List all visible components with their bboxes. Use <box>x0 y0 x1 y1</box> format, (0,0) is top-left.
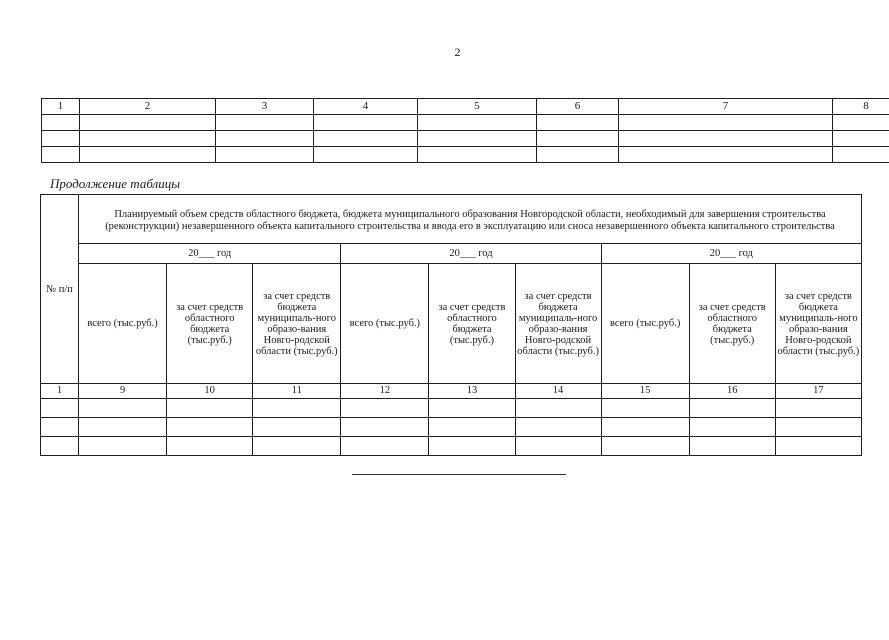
col-number: 11 <box>253 384 341 399</box>
top-col-number: 4 <box>314 99 418 115</box>
year-header-row <box>41 244 862 264</box>
col-number: 16 <box>689 384 775 399</box>
top-col-number: 6 <box>537 99 619 115</box>
main-header-row <box>41 195 862 244</box>
top-col-number: 2 <box>80 99 216 115</box>
top-table-continued <box>41 98 889 163</box>
sub-header-regional: за счет средств областного бюджета (тыс.руб.) <box>689 264 775 384</box>
year-header: 20___ год <box>79 244 341 264</box>
table-row <box>42 131 889 147</box>
year-header: 20___ год <box>341 244 601 264</box>
table-row <box>42 115 889 131</box>
footer-divider <box>352 474 566 475</box>
main-table <box>40 194 862 456</box>
top-col-number: 8 <box>833 99 889 115</box>
col-number: 10 <box>167 384 253 399</box>
table-row <box>41 437 862 456</box>
top-col-number: 1 <box>42 99 80 115</box>
sub-header-municipal: за счет средств бюджета муниципаль-ного образо-вания Новго-родской области (тыс.руб.) <box>775 264 861 384</box>
top-col-number: 3 <box>216 99 314 115</box>
sub-header-regional: за счет средств областного бюджета (тыс.руб.) <box>429 264 515 384</box>
main-header: Планируемый объем средств областного бюджета, бюджета муниципального образования Новгородской области, необходимый для завершения строительства (реконструкции) незавершенного объекта капитального строительства и ввода его в эксплуатацию или сноса незавершенного объекта капитального строительства <box>79 195 862 244</box>
top-col-number: 7 <box>619 99 833 115</box>
sub-header-total: всего (тыс.руб.) <box>341 264 429 384</box>
sub-header-regional: за счет средств областного бюджета (тыс.руб.) <box>167 264 253 384</box>
table-row <box>41 399 862 418</box>
table-row <box>41 418 862 437</box>
sub-header-total: всего (тыс.руб.) <box>601 264 689 384</box>
col-number: 14 <box>515 384 601 399</box>
sub-header-total: всего (тыс.руб.) <box>79 264 167 384</box>
sub-header-row <box>41 264 862 384</box>
sub-header-municipal: за счет средств бюджета муниципаль-ного образо-вания Новго-родской области (тыс.руб.) <box>515 264 601 384</box>
table-row <box>42 147 889 163</box>
continuation-label: Продолжение таблицы <box>50 176 181 191</box>
col-number: 1 <box>41 384 79 399</box>
year-header: 20___ год <box>601 244 861 264</box>
col-number: 17 <box>775 384 861 399</box>
col-number: 15 <box>601 384 689 399</box>
top-col-number: 5 <box>418 99 537 115</box>
col-number: 9 <box>79 384 167 399</box>
column-number-row <box>41 384 862 399</box>
col-number: 12 <box>341 384 429 399</box>
sub-header-municipal: за счет средств бюджета муниципаль-ного образо-вания Новго-родской области (тыс.руб.) <box>253 264 341 384</box>
row-number-header: № п/п <box>41 195 79 384</box>
top-table-number-row <box>42 99 889 115</box>
page-number: 2 <box>454 45 461 59</box>
col-number: 13 <box>429 384 515 399</box>
